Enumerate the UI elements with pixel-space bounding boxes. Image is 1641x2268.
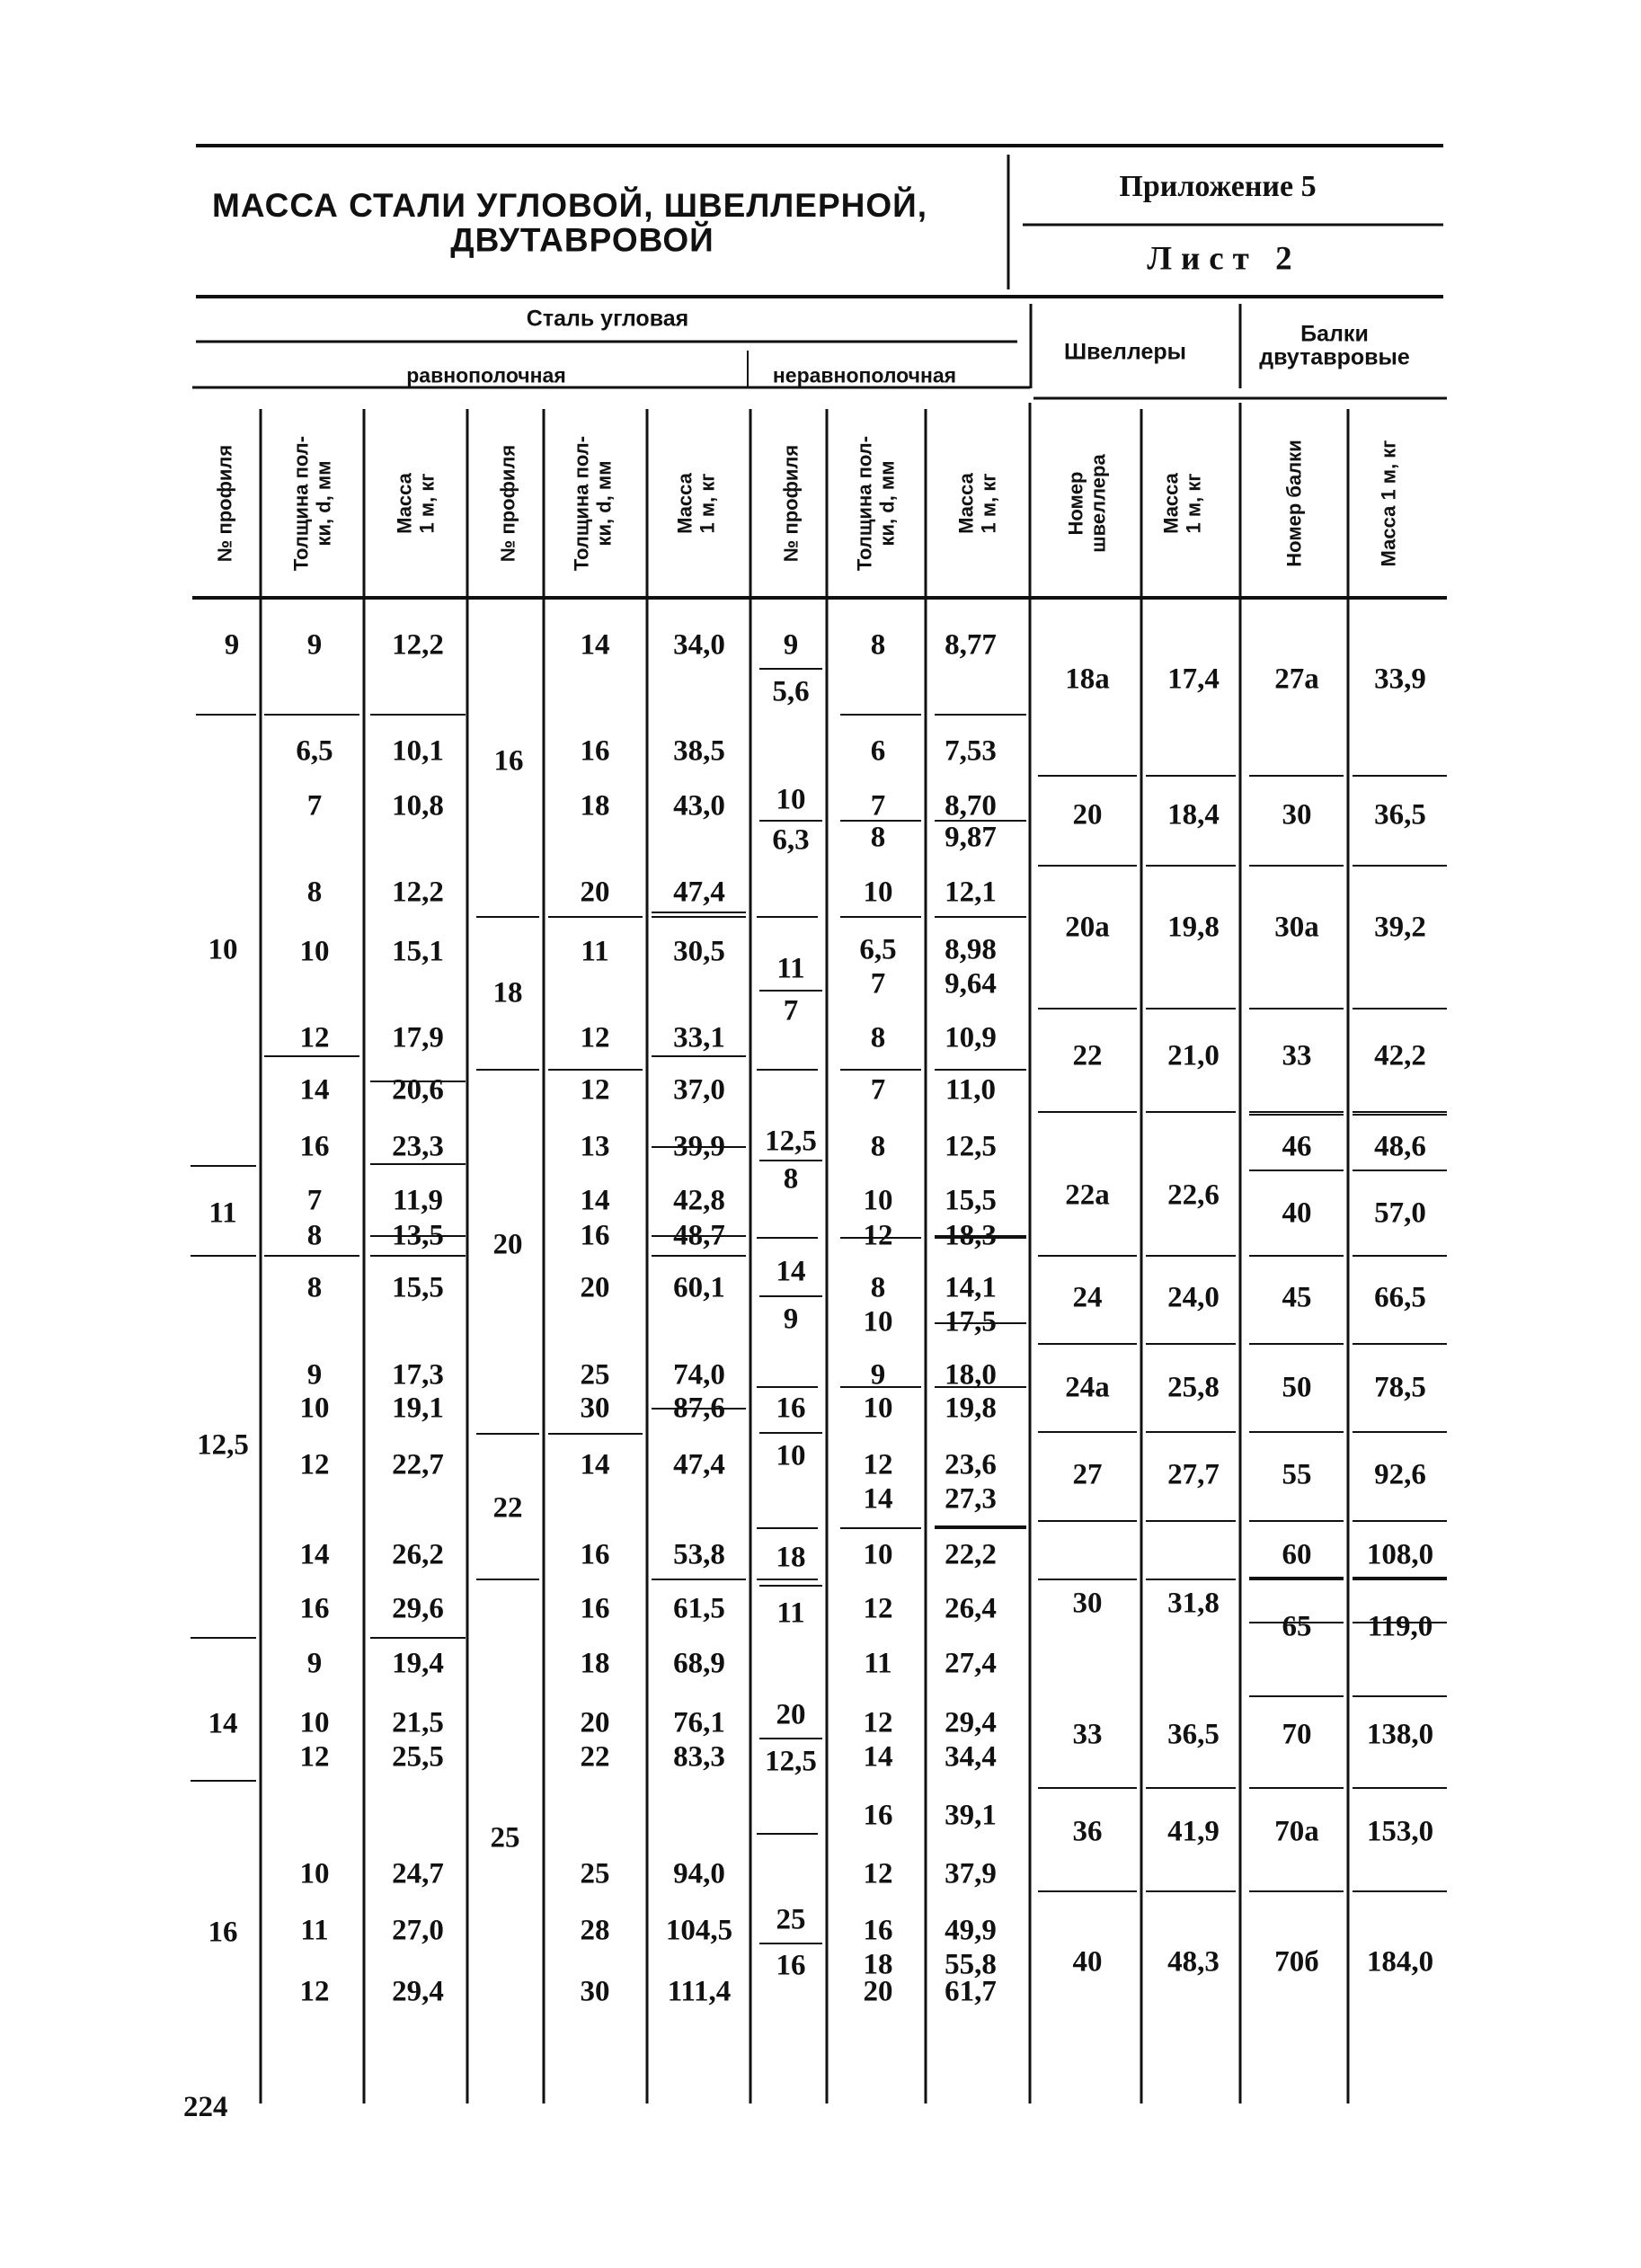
- unequal-profile-top: 11: [776, 952, 805, 985]
- beam-number: 33: [1282, 1039, 1312, 1072]
- equal-a-mass: 23,3: [392, 1130, 444, 1163]
- equal-b-thickness: 22: [580, 1740, 610, 1774]
- unequal-mass: 10,9: [945, 1021, 997, 1054]
- equal-b-mass: 68,9: [673, 1647, 725, 1680]
- unequal-profile-bottom: 10: [776, 1439, 806, 1472]
- equal-a-thickness: 10: [299, 1392, 330, 1425]
- unequal-profile-top: 14: [776, 1255, 806, 1288]
- beam-mass: 108,0: [1366, 1538, 1434, 1571]
- unequal-profile-bottom: 8: [783, 1162, 799, 1196]
- equal-b-thickness: 25: [580, 1857, 610, 1890]
- unequal-mass: 17,5: [945, 1305, 997, 1339]
- equal-b-mass: 74,0: [673, 1358, 725, 1392]
- equal-a-thickness: 6,5: [296, 734, 333, 768]
- equal-b-mass: 30,5: [673, 935, 725, 968]
- equal-a-thickness: 9: [306, 1358, 323, 1392]
- equal-a-thickness: 10: [299, 935, 330, 968]
- channel-mass: 19,8: [1167, 911, 1220, 944]
- col-header-1: № профиля: [213, 444, 236, 563]
- channel-number: 24: [1072, 1281, 1103, 1314]
- channel-mass: 31,8: [1167, 1587, 1220, 1620]
- channel-mass: 36,5: [1167, 1718, 1220, 1751]
- unequal-thickness: 18: [863, 1948, 893, 1981]
- equal-b-thickness: 18: [580, 1647, 610, 1680]
- unequal-mass: 18,0: [945, 1358, 997, 1392]
- unequal-thickness: 6: [870, 734, 886, 768]
- equal-b-mass: 111,4: [667, 1975, 732, 2008]
- beam-mass: 184,0: [1366, 1945, 1434, 1979]
- unequal-profile-top: 18: [776, 1541, 806, 1574]
- appendix-label: Приложение 5: [1119, 170, 1317, 203]
- equal-b-thickness: 16: [580, 1592, 610, 1625]
- unequal-thickness: 10: [863, 1305, 893, 1339]
- unequal-mass: 7,53: [945, 734, 997, 768]
- unequal-profile-bottom: 12,5: [765, 1745, 817, 1778]
- unequal-thickness: 11: [864, 1647, 892, 1680]
- unequal-profile-top: 10: [776, 783, 806, 816]
- channel-number: 27: [1072, 1458, 1103, 1491]
- equal-b-mass: 60,1: [673, 1271, 725, 1304]
- equal-b-profile: 25: [490, 1821, 520, 1854]
- beam-number: 60: [1282, 1538, 1312, 1571]
- equal-b-thickness: 28: [580, 1914, 610, 1947]
- equal-b-mass: 34,0: [673, 628, 725, 662]
- unequal-thickness: 20: [863, 1975, 893, 2008]
- equal-b-mass: 94,0: [673, 1857, 725, 1890]
- equal-a-profile: 16: [208, 1916, 238, 1949]
- unequal-mass: 22,2: [945, 1538, 997, 1571]
- unequal-profile-top: 20: [776, 1698, 806, 1731]
- unequal-thickness: 8: [870, 821, 886, 854]
- page-number: 224: [183, 2091, 228, 2123]
- equal-a-profile: 14: [208, 1707, 238, 1740]
- equal-a-thickness: 14: [299, 1073, 330, 1107]
- equal-a-thickness: 14: [299, 1538, 330, 1571]
- beam-number: 70: [1282, 1718, 1312, 1751]
- unequal-profile-top: 16: [776, 1392, 806, 1425]
- unequal-thickness: 8: [870, 628, 886, 662]
- equal-b-thickness: 20: [580, 1706, 610, 1739]
- equal-a-thickness: 8: [306, 1271, 323, 1304]
- unequal-mass: 14,1: [945, 1271, 997, 1304]
- equal-b-mass: 87,6: [673, 1392, 725, 1425]
- unequal-mass: 8,98: [945, 933, 997, 966]
- unequal-mass: 37,9: [945, 1857, 997, 1890]
- equal-a-mass: 15,1: [392, 935, 444, 968]
- unequal-profile-bottom: 5,6: [772, 675, 810, 708]
- beam-number: 55: [1282, 1458, 1312, 1491]
- equal-b-mass: 61,5: [673, 1592, 725, 1625]
- equal-b-thickness: 14: [580, 628, 610, 662]
- equal-a-mass: 25,5: [392, 1740, 444, 1774]
- col-header-10: Номер швеллера: [1064, 454, 1110, 553]
- unequal-thickness: 14: [863, 1740, 893, 1774]
- unequal-thickness: 14: [863, 1482, 893, 1516]
- beam-mass: 66,5: [1374, 1281, 1426, 1314]
- equal-a-mass: 13,5: [392, 1219, 444, 1252]
- beam-mass: 42,2: [1374, 1039, 1426, 1072]
- unequal-profile-bottom: 11: [776, 1596, 805, 1630]
- equal-b-thickness: 11: [581, 935, 609, 968]
- beam-number: 40: [1282, 1196, 1312, 1230]
- equal-a-mass: 17,3: [392, 1358, 444, 1392]
- beams-header-line-2: двутавровые: [1259, 344, 1410, 370]
- channel-mass: 24,0: [1167, 1281, 1220, 1314]
- unequal-mass: 12,5: [945, 1130, 997, 1163]
- equal-a-mass: 26,2: [392, 1538, 444, 1571]
- equal-b-thickness: 30: [580, 1975, 610, 2008]
- title-line-2: ДВУТАВРОВОЙ: [450, 221, 714, 259]
- col-header-5: Толщина пол- ки, d, мм: [570, 435, 616, 572]
- unequal-profile-bottom: 7: [783, 994, 799, 1027]
- beam-number: 70б: [1274, 1945, 1319, 1979]
- unequal-mass: 29,4: [945, 1706, 997, 1739]
- unequal-thickness: 12: [863, 1857, 893, 1890]
- equal-a-mass: 20,6: [392, 1073, 444, 1107]
- equal-a-thickness: 12: [299, 1448, 330, 1481]
- beam-number: 46: [1282, 1130, 1312, 1163]
- unequal-mass: 34,4: [945, 1740, 997, 1774]
- channel-number: 20а: [1065, 911, 1110, 944]
- equal-b-thickness: 13: [580, 1130, 610, 1163]
- unequal-thickness: 6,5: [859, 933, 897, 966]
- title-line-1: МАССА СТАЛИ УГЛОВОЙ, ШВЕЛЛЕРНОЙ,: [212, 187, 927, 224]
- channel-number: 36: [1072, 1815, 1103, 1848]
- equal-b-mass: 83,3: [673, 1740, 725, 1774]
- beam-mass: 39,2: [1374, 911, 1426, 944]
- col-header-6: Масса 1 м, кг: [673, 473, 719, 534]
- channel-number: 20: [1072, 798, 1103, 832]
- equal-b-mass: 47,4: [673, 1448, 725, 1481]
- equal-b-thickness: 16: [580, 734, 610, 768]
- unequal-mass: 49,9: [945, 1914, 997, 1947]
- equal-leg-header: равнополочная: [406, 363, 566, 387]
- equal-a-mass: 29,6: [392, 1592, 444, 1625]
- equal-a-thickness: 11: [300, 1914, 329, 1947]
- col-header-8: Толщина пол- ки, d, мм: [853, 435, 899, 572]
- unequal-mass: 11,0: [945, 1073, 996, 1107]
- unequal-thickness: 8: [870, 1271, 886, 1304]
- equal-a-thickness: 12: [299, 1975, 330, 2008]
- unequal-mass: 18,3: [945, 1219, 997, 1252]
- beam-number: 45: [1282, 1281, 1312, 1314]
- unequal-mass: 55,8: [945, 1948, 997, 1981]
- equal-a-thickness: 9: [306, 628, 323, 662]
- beam-mass: 153,0: [1366, 1815, 1434, 1848]
- equal-b-profile: 16: [493, 744, 524, 778]
- equal-a-profile: 10: [208, 933, 238, 966]
- unequal-thickness: 10: [863, 1184, 893, 1217]
- equal-a-thickness: 12: [299, 1740, 330, 1774]
- unequal-thickness: 16: [863, 1914, 893, 1947]
- col-header-11: Масса 1 м, кг: [1159, 473, 1205, 534]
- unequal-mass: 26,4: [945, 1592, 997, 1625]
- unequal-mass: 8,70: [945, 789, 997, 823]
- equal-a-thickness: 10: [299, 1857, 330, 1890]
- equal-a-mass: 29,4: [392, 1975, 444, 2008]
- beam-number: 27а: [1274, 663, 1319, 696]
- equal-b-mass: 48,7: [673, 1219, 725, 1252]
- equal-b-thickness: 25: [580, 1358, 610, 1392]
- channel-mass: 48,3: [1167, 1945, 1220, 1979]
- equal-b-thickness: 18: [580, 789, 610, 823]
- unequal-mass: 23,6: [945, 1448, 997, 1481]
- channel-mass: 41,9: [1167, 1815, 1220, 1848]
- unequal-profile-top: 9: [783, 628, 799, 662]
- equal-a-mass: 17,9: [392, 1021, 444, 1054]
- beam-number: 65: [1282, 1610, 1312, 1643]
- beam-number: 30а: [1274, 911, 1319, 944]
- channel-mass: 27,7: [1167, 1458, 1220, 1491]
- col-header-2: Толщина пол- ки, d, мм: [289, 435, 335, 572]
- equal-a-thickness: 8: [306, 1219, 323, 1252]
- unequal-thickness: 7: [870, 1073, 886, 1107]
- angle-steel-header: Сталь угловая: [526, 306, 689, 332]
- channel-number: 33: [1072, 1718, 1103, 1751]
- unequal-thickness: 10: [863, 1538, 893, 1571]
- equal-a-mass: 15,5: [392, 1271, 444, 1304]
- equal-b-thickness: 20: [580, 876, 610, 909]
- beam-mass: 57,0: [1374, 1196, 1426, 1230]
- col-header-9: Масса 1 м, кг: [954, 473, 1000, 534]
- equal-a-thickness: 10: [299, 1706, 330, 1739]
- unequal-thickness: 12: [863, 1592, 893, 1625]
- equal-a-thickness: 7: [306, 789, 323, 823]
- equal-b-mass: 37,0: [673, 1073, 725, 1107]
- equal-b-mass: 33,1: [673, 1021, 725, 1054]
- equal-a-profile: 12,5: [197, 1428, 249, 1462]
- equal-b-thickness: 12: [580, 1021, 610, 1054]
- unequal-thickness: 12: [863, 1448, 893, 1481]
- unequal-mass: 9,64: [945, 967, 997, 1001]
- equal-a-mass: 21,5: [392, 1706, 444, 1739]
- equal-a-mass: 19,1: [392, 1392, 444, 1425]
- beam-number: 70а: [1274, 1815, 1319, 1848]
- beams-header-line-1: Балки: [1300, 321, 1369, 347]
- channel-number: 22: [1072, 1039, 1103, 1072]
- channel-mass: 18,4: [1167, 798, 1220, 832]
- equal-a-profile: 9: [224, 628, 240, 662]
- channel-mass: 22,6: [1167, 1178, 1220, 1212]
- equal-b-mass: 47,4: [673, 876, 725, 909]
- equal-b-mass: 38,5: [673, 734, 725, 768]
- col-header-4: № профиля: [496, 444, 519, 563]
- equal-b-thickness: 14: [580, 1448, 610, 1481]
- unequal-thickness: 7: [870, 967, 886, 1001]
- channel-number: 30: [1072, 1587, 1103, 1620]
- unequal-mass: 61,7: [945, 1975, 997, 2008]
- unequal-thickness: 7: [870, 789, 886, 823]
- equal-b-profile: 20: [492, 1228, 523, 1261]
- sheet-label: Лист 2: [1147, 240, 1301, 278]
- unequal-thickness: 10: [863, 876, 893, 909]
- unequal-mass: 15,5: [945, 1184, 997, 1217]
- beam-mass: 92,6: [1374, 1458, 1426, 1491]
- channels-header: Швеллеры: [1063, 339, 1187, 365]
- beam-mass: 48,6: [1374, 1130, 1426, 1163]
- channel-number: 22а: [1065, 1178, 1110, 1212]
- beam-number: 30: [1282, 798, 1312, 832]
- channel-mass: 21,0: [1167, 1039, 1220, 1072]
- col-header-7: № профиля: [779, 444, 803, 563]
- beam-mass: 33,9: [1374, 663, 1426, 696]
- unequal-profile-bottom: 9: [783, 1303, 799, 1336]
- equal-a-mass: 27,0: [392, 1914, 444, 1947]
- channel-number: 40: [1072, 1945, 1103, 1979]
- equal-b-thickness: 30: [580, 1392, 610, 1425]
- channel-number: 18а: [1065, 663, 1110, 696]
- equal-a-thickness: 16: [299, 1130, 330, 1163]
- unequal-mass: 27,4: [945, 1647, 997, 1680]
- unequal-mass: 39,1: [945, 1799, 997, 1832]
- channel-number: 24а: [1065, 1371, 1110, 1404]
- beam-mass: 78,5: [1374, 1371, 1426, 1404]
- equal-a-mass: 12,2: [392, 876, 444, 909]
- equal-b-profile: 22: [492, 1491, 523, 1525]
- beam-mass: 36,5: [1374, 798, 1426, 832]
- unequal-leg-header: неравнополочная: [772, 363, 957, 387]
- equal-b-thickness: 16: [580, 1219, 610, 1252]
- equal-b-thickness: 20: [580, 1271, 610, 1304]
- unequal-thickness: 9: [870, 1358, 886, 1392]
- equal-b-mass: 39,9: [673, 1130, 725, 1163]
- channel-mass: 25,8: [1167, 1371, 1220, 1404]
- unequal-thickness: 10: [863, 1392, 893, 1425]
- equal-a-mass: 10,8: [392, 789, 444, 823]
- equal-b-thickness: 16: [580, 1538, 610, 1571]
- equal-b-profile: 18: [492, 976, 523, 1009]
- col-header-13: Масса 1 м, кг: [1377, 440, 1400, 567]
- equal-a-mass: 12,2: [392, 628, 444, 662]
- unequal-profile-bottom: 16: [776, 1949, 806, 1982]
- unequal-thickness: 12: [863, 1706, 893, 1739]
- unequal-mass: 27,3: [945, 1482, 997, 1516]
- beam-number: 50: [1282, 1371, 1312, 1404]
- beam-mass: 138,0: [1366, 1718, 1434, 1751]
- equal-b-mass: 53,8: [673, 1538, 725, 1571]
- unequal-mass: 8,77: [945, 628, 997, 662]
- unequal-mass: 9,87: [945, 821, 997, 854]
- unequal-mass: 19,8: [945, 1392, 997, 1425]
- col-header-3: Масса 1 м, кг: [393, 473, 439, 534]
- beam-mass: 119,0: [1367, 1610, 1433, 1643]
- unequal-thickness: 16: [863, 1799, 893, 1832]
- unequal-profile-top: 25: [776, 1903, 806, 1936]
- equal-a-profile: 11: [208, 1196, 237, 1230]
- unequal-profile-top: 12,5: [765, 1125, 817, 1158]
- equal-b-mass: 104,5: [665, 1914, 733, 1947]
- equal-b-mass: 76,1: [673, 1706, 725, 1739]
- equal-a-mass: 22,7: [392, 1448, 444, 1481]
- equal-a-thickness: 8: [306, 876, 323, 909]
- equal-a-thickness: 7: [306, 1184, 323, 1217]
- unequal-thickness: 8: [870, 1021, 886, 1054]
- equal-a-thickness: 16: [299, 1592, 330, 1625]
- unequal-profile-bottom: 6,3: [772, 823, 810, 857]
- equal-b-thickness: 12: [580, 1073, 610, 1107]
- equal-b-thickness: 14: [580, 1184, 610, 1217]
- equal-b-mass: 43,0: [673, 789, 725, 823]
- col-header-12: Номер балки: [1282, 440, 1306, 567]
- unequal-thickness: 8: [870, 1130, 886, 1163]
- equal-a-mass: 11,9: [393, 1184, 443, 1217]
- unequal-thickness: 12: [863, 1219, 893, 1252]
- channel-mass: 17,4: [1167, 663, 1220, 696]
- equal-a-mass: 10,1: [392, 734, 444, 768]
- unequal-mass: 12,1: [945, 876, 997, 909]
- equal-a-thickness: 12: [299, 1021, 330, 1054]
- equal-a-thickness: 9: [306, 1647, 323, 1680]
- equal-a-mass: 24,7: [392, 1857, 444, 1890]
- equal-a-mass: 19,4: [392, 1647, 444, 1680]
- equal-b-mass: 42,8: [673, 1184, 725, 1217]
